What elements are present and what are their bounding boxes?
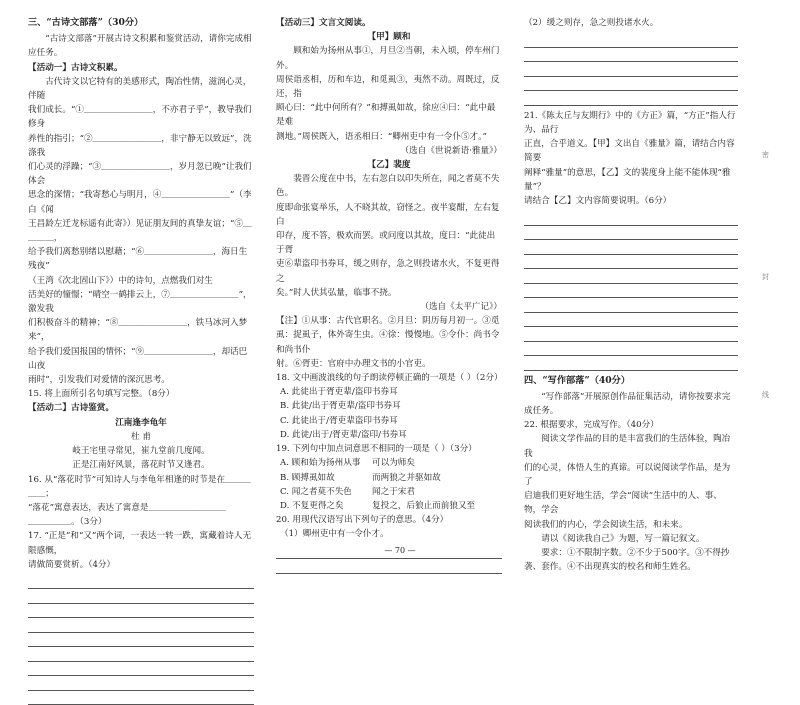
answer-line[interactable]: [524, 33, 738, 48]
binding-margin: [752, 0, 792, 566]
q18-option-d[interactable]: D. 此徒/出于/胥吏辈/盗印/书券耳: [280, 429, 407, 440]
question-16-cont: “落花”寓意表达，表达了寓意是＿＿＿＿＿＿＿＿＿: [28, 502, 226, 513]
answer-line[interactable]: [28, 589, 254, 604]
a1-line: 王昌龄左迁龙标遥有此寄》）见证朋友间的真挚友谊；“⑤＿＿＿＿，: [28, 218, 252, 244]
q19-option-c[interactable]: [276, 485, 502, 499]
essay-line: 启迪我们更好地生活，学会“阅读”生活中的人、事、物，学会: [524, 491, 722, 516]
answer-line[interactable]: [524, 284, 738, 299]
answer-line[interactable]: [276, 559, 502, 574]
q19-a-right: 可以为师矣: [372, 458, 415, 469]
essay-requirements: 要求：①不限制字数。②不少于500字。③不得抄袭、套作。④不出现真实的校名和师生姓名。: [524, 548, 730, 573]
answer-line[interactable]: [524, 62, 738, 77]
yi-line: 印存，度不答，极欢而罢。或问度以其故，度曰：“此徒出于胥: [276, 231, 496, 256]
poem-line: 岐王宅里寻常见，崔九堂前几度闻。: [72, 446, 210, 457]
activity2-title: 【活动二】古诗鉴赏。: [28, 403, 114, 414]
q19-b-right: 而两狼之并驱如故: [372, 472, 441, 483]
answer-line[interactable]: [28, 691, 254, 705]
a1-line: 古代诗文以它特有的美感形式，陶冶性情，滋润心灵，伴随: [28, 76, 252, 102]
activity1-body: [28, 75, 254, 387]
seal-mark: 封: [762, 273, 769, 281]
yi-line: 矣。”时人伏其弘量，临事不挠。: [276, 287, 397, 298]
answer-line[interactable]: [524, 211, 738, 226]
answer-line[interactable]: [28, 633, 254, 648]
answer-line[interactable]: [524, 240, 738, 255]
poem-title: 江南逢李龟年: [115, 417, 167, 428]
seal-mark: 密: [762, 151, 769, 159]
yi-source: （选自《太平广记》）: [420, 302, 502, 313]
answer-line[interactable]: [524, 356, 738, 371]
question-22: 22. 根据要求，完成写作。（40分）: [524, 420, 659, 431]
a1-line: 我们成长。“①＿＿＿＿＿＿＿＿，不亦君子乎”，教导我们修身: [28, 105, 252, 130]
q18-option-a[interactable]: A. 此徒出于胥吏辈/盗印书券耳: [280, 387, 398, 398]
answer-lines-21[interactable]: [524, 211, 738, 371]
answer-line[interactable]: [524, 255, 738, 270]
question-21-cont: 阐释“雅量”的意思，【乙】文的裴度身上能不能体现“雅量”？: [524, 167, 731, 192]
jia-source: （选自《世说新语·雅量》）: [400, 145, 502, 156]
a1-line: 们积极奋斗的精神；“⑧＿＿＿＿＿＿＿＿，铁马冰河入梦来”，: [28, 318, 248, 343]
jia-line: 周侯诣丞相，历和车边，和觅虱③，夷然不动。周既过，反还，指: [276, 74, 500, 100]
a1-line: 给予我们离愁别绪以慰藉；“⑥＿＿＿＿＿＿＿＿，海日生残夜”: [28, 247, 248, 272]
a1-line: 活美好的憧憬；“晴空一鹤排云上，⑦＿＿＿＿＿＿＿＿”，激发我: [28, 289, 252, 315]
jia-line: 顾心曰：“此中何所有？”和搏虱如故，徐应④曰：“此中最是难: [276, 103, 496, 128]
answer-line[interactable]: [524, 77, 738, 92]
q19-option-b[interactable]: [276, 471, 502, 485]
page-number: — 70 —: [384, 546, 416, 555]
answer-line[interactable]: [524, 269, 738, 284]
jia-title: 【甲】顾和: [367, 32, 411, 43]
essay-prompt: 请以《阅读我自己》为题，写一篇记叙文。: [541, 533, 705, 544]
q19-d-right: 复投之，后狼止而前狼又至: [372, 500, 476, 511]
answer-line[interactable]: [524, 298, 738, 313]
question-21: 21.《陈太丘与友期行》中的《方正》篇，“方正”指人行为、品行: [524, 110, 736, 135]
q18-option-c[interactable]: C. 此徒出于/胥吏辈盗印书券耳: [280, 415, 398, 426]
q19-option-d[interactable]: [276, 499, 502, 513]
q19-b-left: B. 顾搏虱如故: [280, 472, 335, 483]
a1-line: 给予我们爱国报国的情怀；“⑨＿＿＿＿＿＿＿＿，却话巴山夜: [28, 346, 248, 371]
q19-a-left: A. 顾和始为扬州从事: [280, 458, 361, 469]
yi-title: 【乙】裴度: [367, 160, 411, 171]
note-line: 【注】①从事：古代官职名。②月旦：阴历每月初一。③觅: [276, 316, 500, 327]
section3-intro: “古诗文部落”开展古诗文积累和鉴赏活动，请你完成相应任务。: [28, 34, 252, 59]
q19-option-a[interactable]: [276, 456, 502, 470]
column-middle: [276, 16, 502, 574]
answer-line[interactable]: [524, 48, 738, 63]
activity1-title: 【活动一】古诗文积累。: [28, 62, 123, 73]
answer-line[interactable]: [28, 647, 254, 662]
question-21-cont: 正直，合乎道义。【甲】文出自《雅量》篇，请结合内容简要: [524, 139, 735, 164]
question-20-2: （2）缓之则存，急之则投诸水火。: [524, 18, 659, 28]
a1-line: 思念的深情；“我寄愁心与明月，④＿＿＿＿＿＿＿＿”（李白《闻: [28, 190, 252, 215]
q19-c-right: 闻之于宋君: [372, 486, 415, 497]
question-19: 19. 下列句中加点词意思不相同的一项是（ ）（3分）: [276, 444, 477, 455]
q19-d-left: D. 不复更得之矣: [280, 500, 344, 511]
poem-line: 正是江南好风景，落花时节又逢君。: [72, 460, 210, 471]
jia-line: 测地。”周侯既入，语丞相曰：“卿州吏中有一令仆⑤才。”: [276, 131, 487, 142]
essay-line: 阅读文学作品的目的是丰富我们的生活体验，陶冶我: [524, 434, 731, 459]
section3-title: 三、“古诗文部落”（30分）: [28, 17, 144, 28]
question-16: 16. 从“落花时节”可知诗人与李龟年相逢的时节是在＿＿＿＿＿；: [28, 474, 251, 499]
essay-line: 阅读我们的内心，学会阅读生活，和未来。: [524, 519, 688, 530]
question-20: 20. 用现代汉语写出下列句子的意思。（4分）: [276, 515, 449, 526]
question-18: 18. 文中画波浪线的句子朗读停顿正确的一项是（ ）（2分）: [276, 373, 503, 384]
question-15: 15. 将上面所引名句填写完整。（8分）: [28, 389, 175, 400]
yi-line: 裴晋公度在中书，左右忽白以印失所在，闻之者莫不失色。: [276, 174, 500, 199]
yi-line: 吏⑥辈盗印书券耳，缓之则存，急之则投诸水火，不复更得之: [276, 259, 500, 284]
question-21-cont: 请结合【乙】文内容简要说明。（6分）: [524, 195, 672, 206]
yi-line: 度即命张宴举乐，人不晓其故，窃怪之。夜半宴酣，左右复白: [276, 202, 500, 227]
answer-line[interactable]: [28, 662, 254, 677]
question-16-cont2: ＿＿＿＿＿。（3分）: [28, 517, 107, 528]
column-right: [524, 16, 738, 574]
answer-line[interactable]: [28, 676, 254, 691]
answer-line[interactable]: [28, 604, 254, 619]
note-line: 虱：捉虱子，体外寄生虫。④徐：慢慢地。⑤令仆：尚书令和尚书仆: [276, 330, 500, 355]
answer-line[interactable]: [524, 342, 738, 357]
poem-author: 杜 甫: [131, 431, 151, 442]
question-17: 17. “正是”和“又”两个词，一表达一转一跌，寓藏着诗人无限感慨，: [28, 531, 252, 556]
q19-c-left: C. 闻之者莫不失色: [280, 486, 352, 497]
answer-line[interactable]: [524, 327, 738, 342]
answer-line[interactable]: [28, 575, 254, 590]
answer-lines-17[interactable]: [28, 575, 254, 705]
a1-line: 雨时”，引发我们对爱情的深沉思考。: [28, 375, 170, 386]
answer-lines-20-2[interactable]: [524, 33, 738, 106]
column-left: [28, 16, 254, 705]
note-line: 射。⑥胥吏：官府中办理文书的小官吏。: [276, 358, 431, 369]
section4-intro: “写作部落”开展原创作品征集活动，请你按要求完成任务。: [524, 391, 731, 417]
seal-mark: 线: [762, 391, 769, 399]
a1-line: 养性的指引；“②＿＿＿＿＿＿＿＿，非宁静无以致远”，洗涤我: [28, 133, 252, 158]
a1-line: （王湾《次北固山下》）中的诗句，点燃我们对生: [28, 275, 213, 286]
answer-line[interactable]: [28, 618, 254, 633]
section4-title: 四、“写作部落”（40分）: [524, 374, 631, 386]
jia-line: 顾和始为扬州从事①，月旦②当朝，未入顷，停车州门外。: [276, 46, 500, 71]
activity3-title: 【活动三】文言文阅读。: [276, 18, 371, 28]
a1-line: 们心灵的浮躁；“③＿＿＿＿＿＿＿＿，岁月忽已晚”让我们体会: [28, 162, 252, 187]
essay-line: 们的心灵，体悟人生的真谛。可以说阅读学作品，是为了: [524, 462, 731, 488]
question-17-cont: 请做简要赏析。（4分）: [28, 559, 116, 570]
answer-line[interactable]: [524, 91, 738, 106]
answer-line[interactable]: [524, 313, 738, 328]
question-20-1: （1）卿州吏中有一令仆才。: [280, 529, 389, 540]
answer-line[interactable]: [524, 226, 738, 241]
q18-option-b[interactable]: B. 此徒/出于胥吏辈/盗印书券耳: [280, 401, 401, 412]
